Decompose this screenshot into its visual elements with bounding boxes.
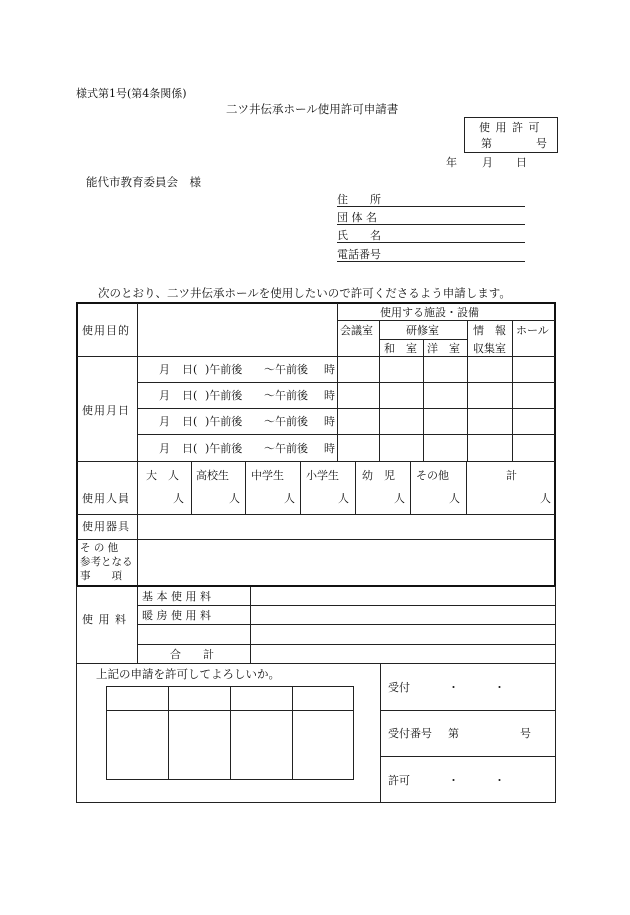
people-unit: 人 [173, 492, 184, 505]
people-unit: 人 [540, 492, 551, 505]
received-number-prefix: 第 [448, 727, 459, 740]
other-label-2: 参考となる [80, 556, 133, 568]
permit-number-box [464, 117, 558, 153]
permit-no-suffix: 号 [536, 137, 547, 150]
date-month: 月 [482, 156, 493, 169]
received-number-suffix: 号 [520, 727, 531, 740]
name-field[interactable] [337, 230, 525, 243]
date-row-month: 月 [159, 415, 170, 428]
people-unit: 人 [394, 492, 405, 505]
received-number-label: 受付番号 [388, 727, 432, 740]
date-row-start: )午前後 [205, 415, 243, 428]
western-room-label: 洋 室 [427, 342, 460, 355]
people-col-total: 計 [506, 469, 517, 482]
phone-field[interactable] [337, 249, 525, 262]
japanese-room-label: 和 室 [384, 342, 417, 355]
recipient: 能代市教育委員会 様 [86, 175, 201, 189]
date-row-end: ～午前後 [264, 415, 308, 428]
people-col-other: その他 [416, 469, 449, 482]
people-col-highschool: 高校生 [196, 469, 229, 482]
info-room-label-2: 収集室 [473, 342, 506, 355]
separator-dot: ・ [448, 774, 459, 787]
equipment-field[interactable] [142, 517, 552, 537]
intro-text: 次のとおり、二ツ井伝承ホールを使用したいので許可くださるよう申請します。 [98, 286, 511, 300]
date-row-hour: 時 [324, 363, 335, 376]
address-label: 住 所 [337, 193, 381, 206]
group-label: 団 体 名 [337, 211, 377, 224]
separator-dot: ・ [448, 681, 459, 694]
date-row-hour: 時 [324, 442, 335, 455]
fee-heating-label: 暖 房 使 用 料 [142, 609, 211, 622]
fee-total-label: 合 計 [170, 648, 214, 661]
name-label: 氏 名 [337, 229, 381, 242]
date-row-day: 日( [182, 389, 198, 402]
equipment-label: 使用器具 [82, 520, 130, 533]
purpose-label: 使用目的 [82, 324, 130, 337]
people-col-preschool: 幼 児 [362, 469, 395, 482]
date-row-day: 日( [182, 442, 198, 455]
phone-label: 電話番号 [337, 248, 381, 261]
people-col-juniorhigh: 中学生 [251, 469, 284, 482]
date-row-end: ～午前後 [264, 363, 308, 376]
date-row-month: 月 [159, 363, 170, 376]
hall-label: ホール [516, 324, 549, 337]
approval-question: 上記の申請を許可してよろしいか。 [96, 667, 280, 681]
people-unit: 人 [449, 492, 460, 505]
date-row-hour: 時 [324, 389, 335, 402]
date-row-month: 月 [159, 442, 170, 455]
facilities-header: 使用する施設・設備 [380, 306, 479, 319]
other-label-3: 事 項 [80, 570, 122, 582]
date-row-start: )午前後 [205, 442, 243, 455]
other-notes-field[interactable] [142, 542, 552, 582]
meeting-room-label: 会議室 [340, 324, 373, 337]
date-day: 日 [516, 156, 527, 169]
date-row-start: )午前後 [205, 363, 243, 376]
page-title: 二ツ井伝承ホール使用許可申請書 [226, 102, 399, 116]
permit-no-prefix: 第 [481, 137, 492, 150]
date-row-end: ～午前後 [264, 389, 308, 402]
date-row-day: 日( [182, 363, 198, 376]
people-label: 使用人員 [82, 492, 130, 505]
date-row-month: 月 [159, 389, 170, 402]
permitted-label: 許可 [388, 774, 410, 787]
people-col-elementary: 小学生 [306, 469, 339, 482]
form-number: 様式第1号(第4条関係) [76, 87, 187, 100]
people-col-adult: 大 人 [146, 469, 179, 482]
separator-dot: ・ [494, 681, 505, 694]
separator-dot: ・ [494, 774, 505, 787]
people-unit: 人 [338, 492, 349, 505]
fee-label: 使 用 料 [82, 613, 127, 626]
date-label: 使用月日 [82, 404, 130, 417]
permit-label: 使 用 許 可 [479, 121, 541, 134]
fee-basic-label: 基 本 使 用 料 [142, 590, 211, 603]
date-row-day: 日( [182, 415, 198, 428]
date-row-start: )午前後 [205, 389, 243, 402]
group-field[interactable] [337, 212, 525, 225]
people-unit: 人 [229, 492, 240, 505]
people-unit: 人 [284, 492, 295, 505]
received-label: 受付 [388, 681, 410, 694]
date-year: 年 [446, 156, 457, 169]
other-label-1: そ の 他 [80, 542, 119, 554]
purpose-field[interactable] [142, 310, 332, 350]
training-room-label: 研修室 [406, 324, 439, 337]
date-row-hour: 時 [324, 415, 335, 428]
date-row-end: ～午前後 [264, 442, 308, 455]
address-field[interactable] [337, 194, 525, 207]
info-room-label-1: 情 報 [473, 324, 506, 337]
